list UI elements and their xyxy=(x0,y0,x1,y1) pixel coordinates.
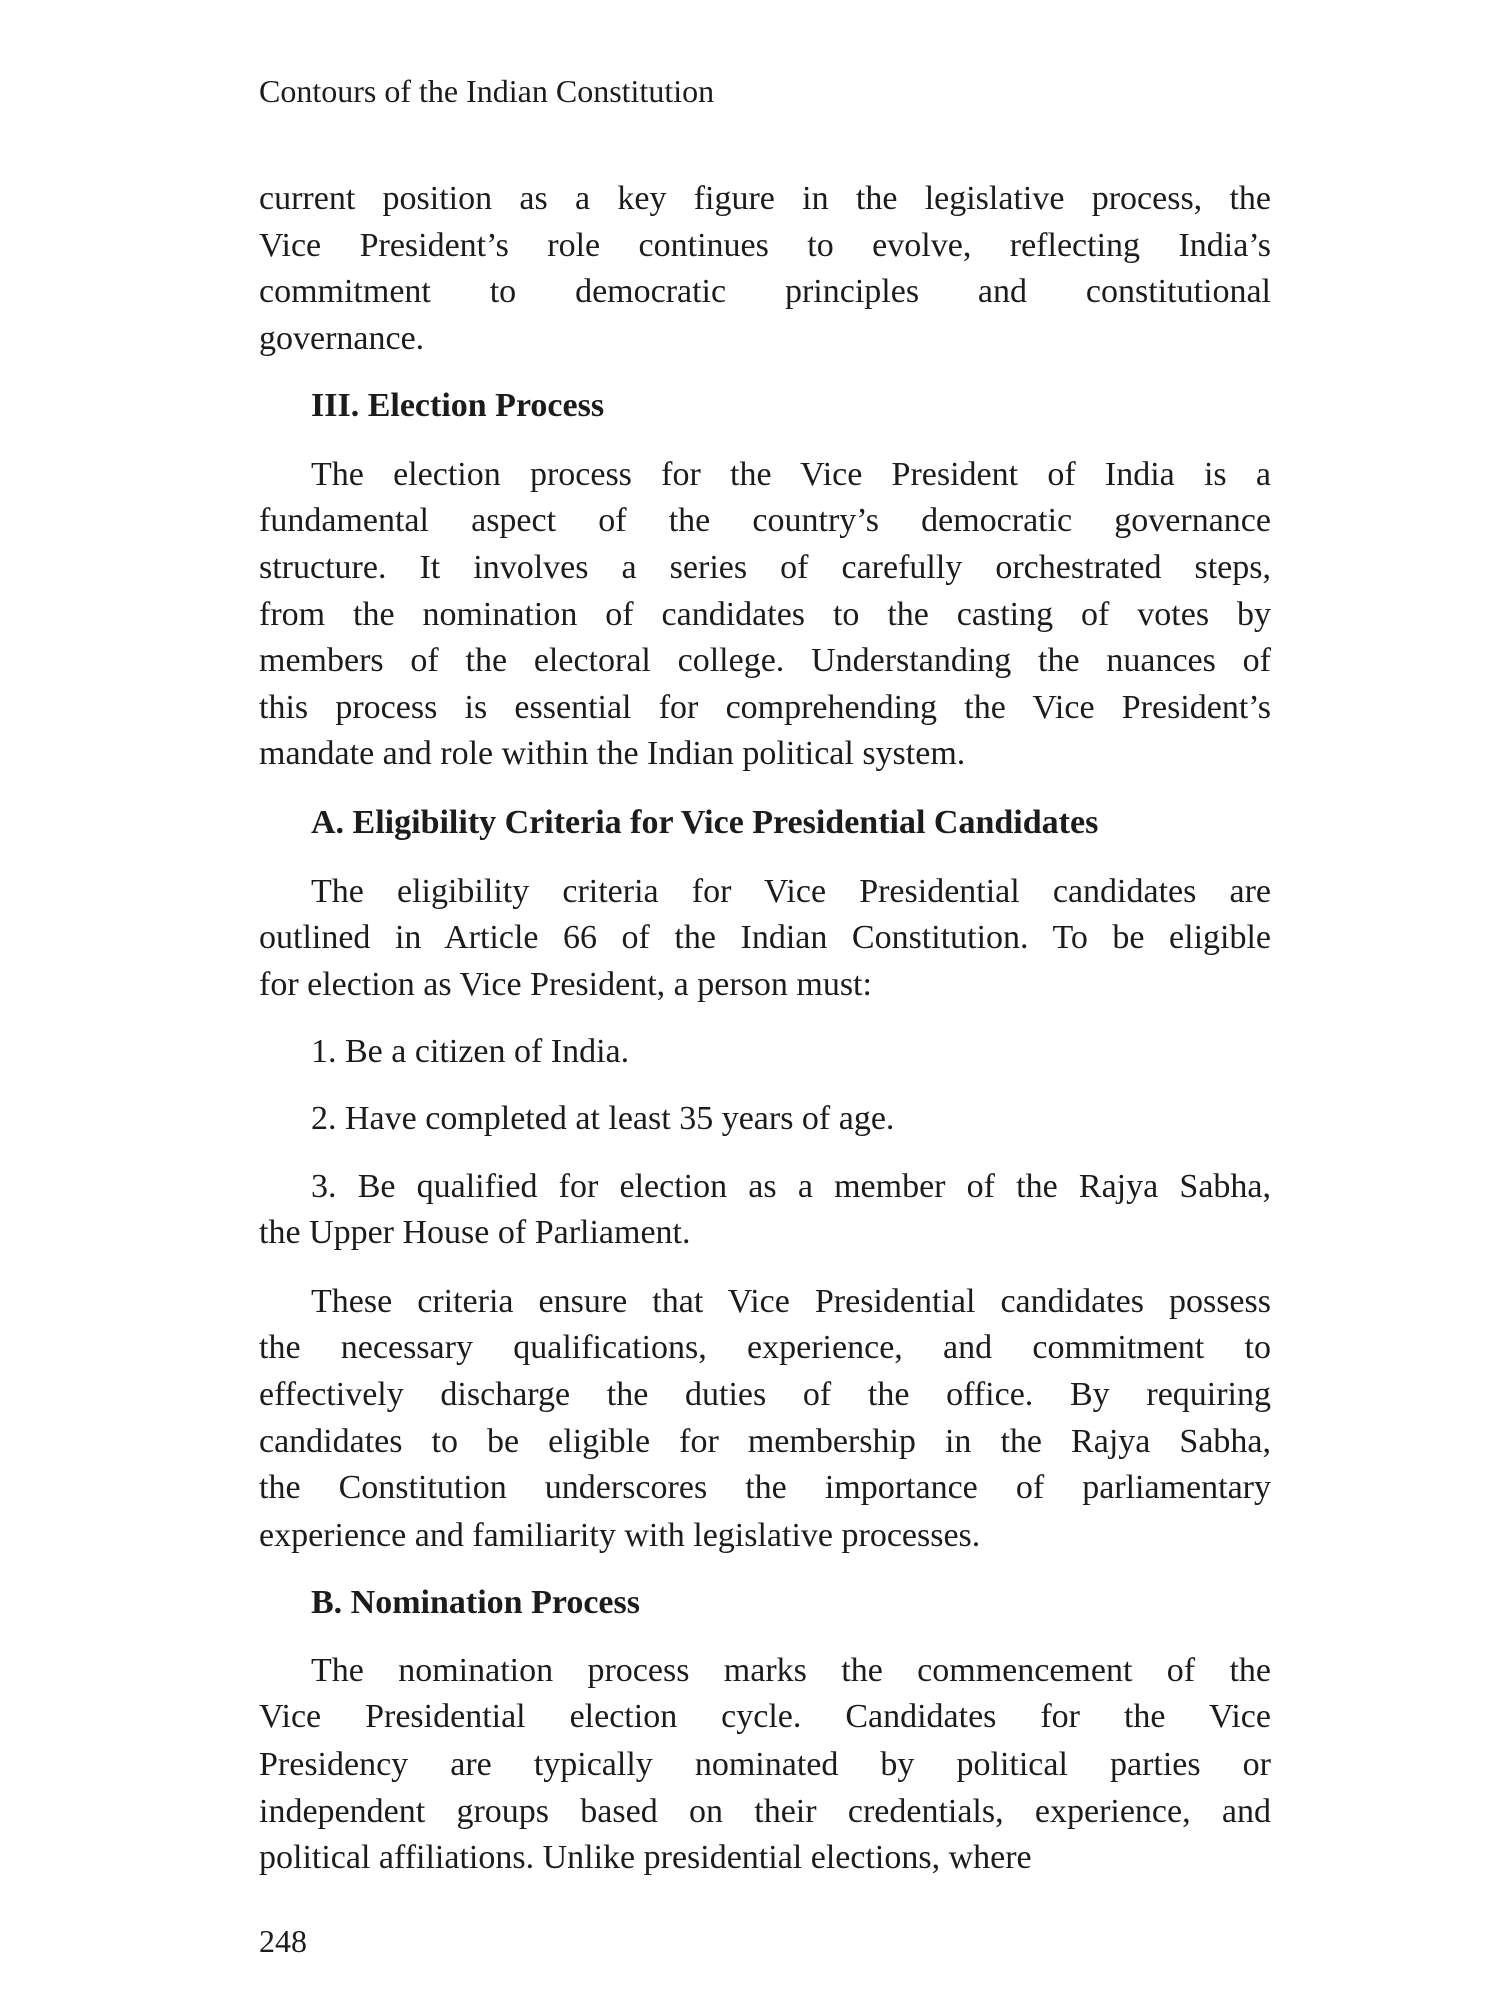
list-item-line: the Upper House of Parliament. xyxy=(259,1214,691,1251)
list-item-line: 1. Be a citizen of India. xyxy=(311,1033,630,1070)
paragraph-line: candidates to be eligible for membership in the Rajya Sabha, xyxy=(259,1423,1271,1460)
section-heading: B. Nomination Process xyxy=(311,1584,640,1621)
paragraph-line: structure. It involves a series of carefully orchestrated steps, xyxy=(259,549,1271,586)
section-heading: A. Eligibility Criteria for Vice Presidential Candidates xyxy=(311,804,1099,841)
paragraph-line: for election as Vice President, a person must: xyxy=(259,966,872,1003)
paragraph-line: current position as a key figure in the legislative process, the xyxy=(259,180,1271,217)
paragraph-line: Vice President’s role continues to evolve, reflecting India’s xyxy=(259,227,1271,264)
paragraph-line: the Constitution underscores the importance of parliamentary xyxy=(259,1469,1271,1506)
paragraph-line: The election process for the Vice President of India is a xyxy=(311,456,1271,493)
list-item-line: 3. Be qualified for election as a member of the Rajya Sabha, xyxy=(311,1168,1271,1205)
paragraph-line: political affiliations. Unlike presidential elections, where xyxy=(259,1839,1032,1876)
paragraph-line: fundamental aspect of the country’s democratic governance xyxy=(259,502,1271,539)
paragraph-line: mandate and role within the Indian political system. xyxy=(259,735,966,772)
paragraph-line: The eligibility criteria for Vice Presidential candidates are xyxy=(311,873,1271,910)
paragraph-line: governance. xyxy=(259,320,425,357)
paragraph-line: Vice Presidential election cycle. Candidates for the Vice xyxy=(259,1698,1271,1735)
running-head: Contours of the Indian Constitution xyxy=(259,73,715,109)
paragraph-line: experience and familiarity with legislative processes. xyxy=(259,1517,981,1554)
paragraph-line: Presidency are typically nominated by political parties or xyxy=(259,1746,1271,1783)
paragraph-line: commitment to democratic principles and constitutional xyxy=(259,273,1271,310)
list-item-line: 2. Have completed at least 35 years of age. xyxy=(311,1100,895,1137)
paragraph-line: the necessary qualifications, experience, and commitment to xyxy=(259,1329,1271,1366)
paragraph-line: These criteria ensure that Vice Presidential candidates possess xyxy=(311,1283,1271,1320)
paragraph-line: this process is essential for comprehending the Vice President’s xyxy=(259,689,1271,726)
paragraph-line: independent groups based on their credentials, experience, and xyxy=(259,1793,1271,1830)
page-number: 248 xyxy=(259,1923,307,1959)
section-heading: III. Election Process xyxy=(311,387,605,424)
paragraph-line: outlined in Article 66 of the Indian Constitution. To be eligible xyxy=(259,919,1271,956)
paragraph-line: effectively discharge the duties of the office. By requiring xyxy=(259,1376,1271,1413)
paragraph-line: from the nomination of candidates to the casting of votes by xyxy=(259,596,1271,633)
paragraph-line: members of the electoral college. Understanding the nuances of xyxy=(259,642,1271,679)
paragraph-line: The nomination process marks the commencement of the xyxy=(311,1652,1271,1689)
